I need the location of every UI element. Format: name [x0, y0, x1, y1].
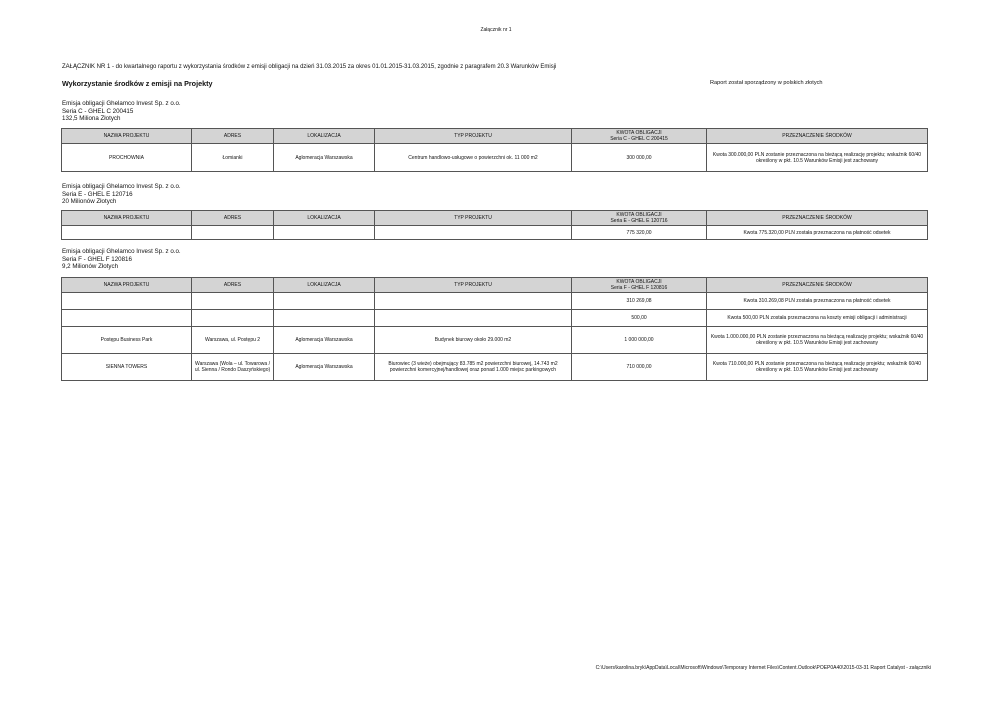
cell-purpose: Kwota 710.000,00 PLN zostanie przeznaczona na bieżącą realizację projektu; wskaźnik 60/40 określony w pkt. 10.5 Warunków Emisji jest zachowany	[707, 354, 928, 381]
amount-header-label: KWOTA OBLIGACJI	[616, 130, 662, 136]
cell-project-name: Postępu Business Park	[62, 327, 192, 354]
col-header-project-type: TYP PROJEKTU	[375, 211, 572, 226]
amount-header-label: KWOTA OBLIGACJI	[616, 279, 662, 285]
cell-purpose: Kwota 300.000,00 PLN zostanie przeznaczona na bieżącą realizację projektu; wskaźnik 60/40 określony w pkt. 10.5 Warunków Emisji jest zachowany	[707, 144, 928, 172]
cell-amount: 300 000,00	[572, 144, 707, 172]
cell-location	[274, 226, 375, 240]
cell-amount: 500,00	[572, 310, 707, 327]
issuer-line: Emisja obligacji Ghelamco Invest Sp. z o.o.	[62, 183, 181, 190]
cell-project-name	[62, 293, 192, 310]
col-header-project-type: TYP PROJEKTU	[375, 278, 572, 293]
total-line: 9,2 Milionów Złotych	[62, 263, 119, 271]
cell-address: Warszawa (Wola – ul. Towarowa / ul. Sienna / Rondo Daszyńskiego)	[192, 354, 274, 381]
col-header-address: ADRES	[192, 278, 274, 293]
issuer-block-seria-f	[62, 248, 181, 271]
cell-address	[192, 293, 274, 310]
cell-project-type	[375, 226, 572, 240]
projects-table-seria-e	[61, 210, 928, 240]
section-heading: Wykorzystanie środków z emisji na Projekty	[62, 79, 213, 88]
table-row	[62, 293, 928, 310]
table-row	[62, 226, 928, 240]
amount-header-series: Seria E - GHEL E 120716	[610, 218, 668, 224]
table-header-row	[62, 211, 928, 226]
projects-table-seria-f	[61, 277, 928, 381]
cell-project-type: Biurowiec (3 wieże) obejmujący 83.785 m2 powierzchni biurowej, 14.743 m2 powierzchni komercyjnej/handlowej oraz ponad 1.000 miejsc parkingowych	[375, 354, 572, 381]
cell-location: Aglomeracja Warszawska	[274, 144, 375, 172]
amount-header-label: KWOTA OBLIGACJI	[616, 212, 662, 218]
table-row	[62, 310, 928, 327]
cell-project-name	[62, 310, 192, 327]
col-header-project-type: TYP PROJEKTU	[375, 129, 572, 144]
table-row	[62, 144, 928, 172]
col-header-location: LOKALIZACJA	[274, 211, 375, 226]
series-line: Seria E - GHEL E 120716	[62, 190, 133, 198]
cell-amount: 710 000,00	[572, 354, 707, 381]
col-header-purpose: PRZEZNACZENIE ŚRODKÓW	[707, 211, 928, 226]
amount-header-series: Seria C - GHEL C 200415	[610, 136, 668, 142]
cell-location: Aglomeracja Warszawska	[274, 327, 375, 354]
cell-project-type	[375, 293, 572, 310]
cell-address: Warszawa, ul. Postępu 2	[192, 327, 274, 354]
cell-location	[274, 310, 375, 327]
attachment-number: Załącznik nr 1	[480, 27, 512, 33]
col-header-amount	[572, 278, 707, 293]
col-header-amount	[572, 129, 707, 144]
table-row	[62, 327, 928, 354]
series-line: Seria F - GHEL F 120816	[62, 255, 132, 263]
issuer-line: Emisja obligacji Ghelamco Invest Sp. z o.o.	[62, 100, 181, 107]
series-line: Seria C - GHEL C 200415	[62, 107, 134, 115]
cell-project-name	[62, 226, 192, 240]
col-header-location: LOKALIZACJA	[274, 278, 375, 293]
table-row	[62, 354, 928, 381]
cell-location	[274, 293, 375, 310]
table-header-row	[62, 278, 928, 293]
col-header-purpose: PRZEZNACZENIE ŚRODKÓW	[707, 278, 928, 293]
amount-header-series: Seria F - GHEL F 120816	[610, 285, 668, 291]
report-intro: ZAŁĄCZNIK NR 1 - do kwartalnego raportu z wykorzystania środków z emisji obligacji na dzień 31.03.2015 za okres 01.01.2015-31.03.2015, zgodnie z paragrafem 20.3 Warunków Emisji	[62, 64, 557, 70]
issuer-block-seria-e	[62, 183, 181, 206]
cell-project-type: Centrum handlowo-usługowe o powierzchni ok. 11 000 m2	[375, 144, 572, 172]
col-header-location: LOKALIZACJA	[274, 129, 375, 144]
projects-table-seria-c	[61, 128, 928, 172]
file-path-footer: C:\Users\karolina.bryk\AppData\Local\Microsoft\Windows\Temporary Internet Files\Content.Outlook\POEP0A40\2015-03-31 Raport Catalyst - załączniki	[595, 665, 931, 671]
currency-note: Raport został sporządzony w polskich złotych	[710, 80, 823, 86]
col-header-purpose: PRZEZNACZENIE ŚRODKÓW	[707, 129, 928, 144]
cell-purpose: Kwota 1.000.000,00 PLN zostanie przeznaczona na bieżącą realizację projektu; wskaźnik 60/40 określony w pkt. 10.5 Warunków Emisji jest zachowany	[707, 327, 928, 354]
cell-project-type	[375, 310, 572, 327]
cell-location: Aglomeracja Warszawska	[274, 354, 375, 381]
cell-address	[192, 310, 274, 327]
cell-purpose: Kwota 500,00 PLN została przeznaczona na koszty emisji obligacji i administracji	[707, 310, 928, 327]
table-header-row	[62, 129, 928, 144]
col-header-address: ADRES	[192, 129, 274, 144]
total-line: 132,5 Miliona Złotych	[62, 115, 121, 123]
cell-address	[192, 226, 274, 240]
total-line: 20 Milionów Złotych	[62, 198, 117, 206]
col-header-address: ADRES	[192, 211, 274, 226]
col-header-project-name: NAZWA PROJEKTU	[62, 278, 192, 293]
cell-purpose: Kwota 310.269,08 PLN została przeznaczona na płatność odsetek	[707, 293, 928, 310]
cell-amount: 310 269,08	[572, 293, 707, 310]
col-header-project-name: NAZWA PROJEKTU	[62, 211, 192, 226]
cell-project-type: Budynek biurowy około 29.000 m2	[375, 327, 572, 354]
cell-project-name: PROCHOWNIA	[62, 144, 192, 172]
cell-project-name: SIENNA TOWERS	[62, 354, 192, 381]
cell-purpose: Kwota 775.320,00 PLN została przeznaczona na płatność odsetek	[707, 226, 928, 240]
cell-amount: 775 320,00	[572, 226, 707, 240]
cell-amount: 1 000 000,00	[572, 327, 707, 354]
cell-address: Łomianki	[192, 144, 274, 172]
col-header-amount	[572, 211, 707, 226]
issuer-block-seria-c	[62, 100, 181, 123]
issuer-line: Emisja obligacji Ghelamco Invest Sp. z o.o.	[62, 248, 181, 255]
col-header-project-name: NAZWA PROJEKTU	[62, 129, 192, 144]
